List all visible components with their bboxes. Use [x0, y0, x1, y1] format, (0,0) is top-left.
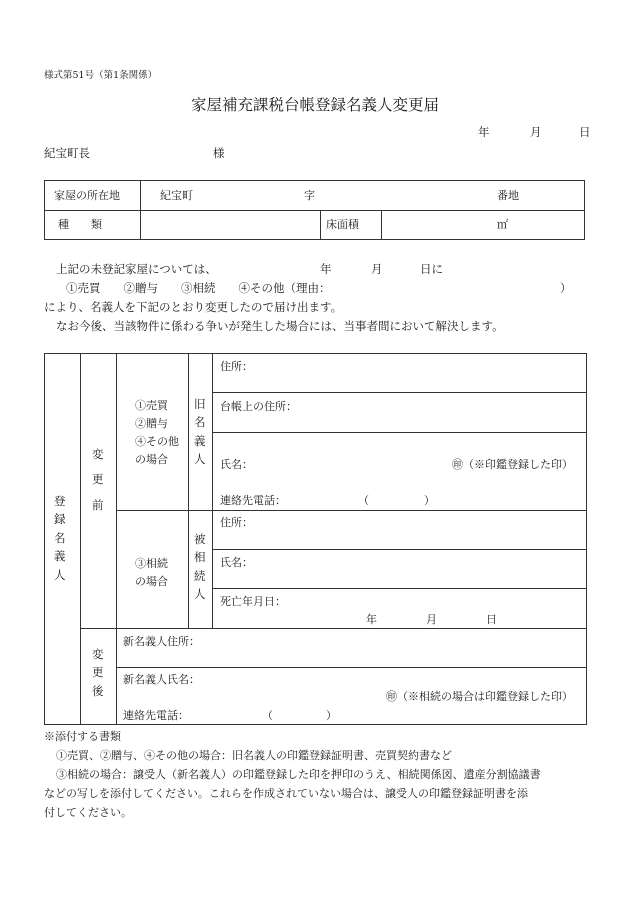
area-unit: ㎡ [497, 218, 508, 231]
statement-line-4: なお今後、当該物件に係わる争いが発生した場合には、当事者間において解決します。 [56, 319, 504, 333]
phone-paren-open-a: （ [358, 494, 369, 507]
date-year-label: 年 [478, 125, 490, 139]
deceased-label: 被 相 続 人 [194, 532, 206, 602]
old-owner-ledger-address-field[interactable]: 台帳上の住所： [220, 400, 297, 413]
registrant-label: 登 録 名 義 人 [54, 494, 66, 582]
phone-paren-close-a: ） [424, 494, 435, 507]
notes-line-4: 付してください。 [44, 806, 132, 819]
old-owner-name-field[interactable]: 氏名： [220, 458, 253, 471]
town-name: 紀宝町 [160, 189, 193, 202]
seal-note-b: ㊞（※相続の場合は印鑑登録した印） [386, 690, 573, 703]
old-owner-label: 旧 名 義 人 [194, 397, 206, 467]
statement-line-2: ①売買 ②贈与 ③相続 ④その他（理由： [66, 281, 331, 295]
page-title: 家屋補充課税台帳登録名義人変更届 [190, 96, 439, 114]
case-a-line-4: の場合 [135, 453, 168, 466]
statement-line-1: 上記の未登記家屋については、 [56, 262, 217, 276]
new-owner-phone-field[interactable]: 連絡先電話： [123, 709, 189, 722]
old-owner-address-field[interactable]: 住所： [220, 360, 253, 373]
notes-line-2: ③相続の場合：譲受人（新名義人）の印鑑登録した印を押印のうえ、相続関係図、遺産分割協議書 [56, 768, 541, 781]
new-owner-name-field[interactable]: 新名義人氏名： [123, 673, 200, 686]
deceased-address-field[interactable]: 住所： [220, 516, 253, 529]
banchi-label: 番地 [497, 189, 519, 202]
seal-note-a: ㊞（※印鑑登録した印） [452, 458, 573, 471]
case-b-line-1: ③相続 [135, 557, 168, 570]
death-date-field[interactable]: 死亡年月日： [220, 595, 286, 608]
death-month-label: 月 [426, 613, 437, 626]
death-year-label: 年 [366, 613, 377, 626]
statement-year: 年 [320, 262, 332, 276]
aza-label: 字 [304, 189, 315, 202]
notes-line-1: ①売買、②贈与、④その他の場合：旧名義人の印鑑登録証明書、売買契約書など [56, 749, 452, 762]
addressee: 紀宝町長 [44, 146, 90, 160]
case-a-line-1: ①売買 [135, 399, 168, 412]
date-day-label: 日 [579, 125, 591, 139]
type-label: 種 類 [58, 218, 102, 231]
statement-line-2-close: ） [560, 281, 572, 295]
old-owner-phone-field[interactable]: 連絡先電話： [220, 494, 286, 507]
before-label: 変 更 前 [92, 447, 104, 512]
phone-paren-close-b: ） [326, 709, 337, 722]
location-label: 家屋の所在地 [54, 189, 120, 202]
case-a-line-2: ②贈与 [135, 417, 168, 430]
form-number: 様式第51号（第1条関係） [44, 70, 158, 81]
deceased-name-field[interactable]: 氏名： [220, 556, 253, 569]
honorific: 様 [213, 146, 225, 160]
notes-heading: ※添付する書類 [44, 730, 121, 743]
date-month-label: 月 [530, 125, 542, 139]
floor-area-label: 床面積 [326, 218, 359, 231]
new-owner-address-field[interactable]: 新名義人住所： [123, 635, 200, 648]
case-a-line-3: ④その他 [135, 435, 179, 448]
statement-month: 月 [371, 262, 383, 276]
phone-paren-open-b: （ [262, 709, 273, 722]
statement-day: 日に [420, 262, 443, 276]
after-label: 変 更 後 [92, 647, 104, 698]
case-b-line-2: の場合 [135, 575, 168, 588]
statement-line-3: により、名義人を下記のとおり変更したので届け出ます。 [44, 300, 343, 314]
death-day-label: 日 [486, 613, 497, 626]
notes-line-3: などの写しを添付してください。これらを作成されていない場合は、譲受人の印鑑登録証明書を添 [44, 787, 528, 800]
